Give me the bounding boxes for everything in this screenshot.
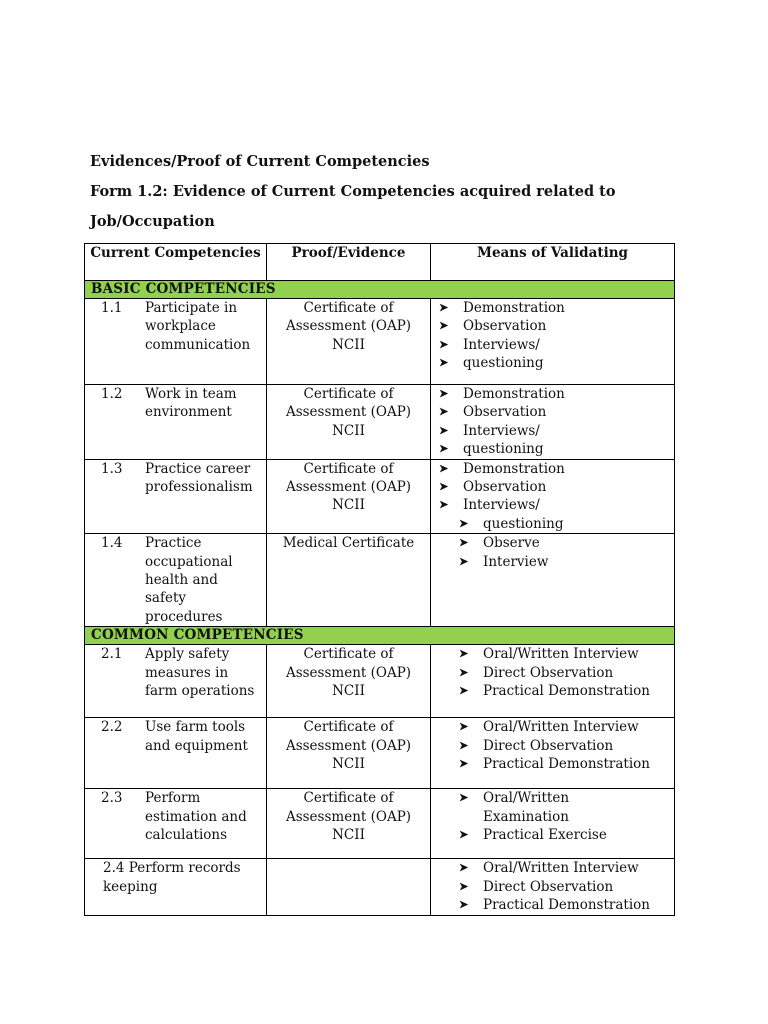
means-item-text: Interviews/ <box>463 336 540 353</box>
means-item-text: Observation <box>463 318 547 335</box>
competency-number: 1.1 <box>101 300 123 316</box>
list-item <box>439 317 674 335</box>
list-item <box>459 664 674 682</box>
means-list <box>431 385 674 459</box>
means-item-text: Oral/Written Examination <box>483 790 570 825</box>
means-item-text: Oral/Written Interview <box>483 646 639 663</box>
means-item-text: Practical Exercise <box>483 827 607 844</box>
section-label-basic-competencies: BASIC COMPETENCIES <box>85 281 675 299</box>
competency-cell <box>85 645 267 718</box>
means-cell <box>431 299 675 385</box>
means-item-text: Practical Demonstration <box>483 897 650 914</box>
list-item <box>459 789 603 826</box>
competency-text: Practice career professionalism <box>145 460 253 496</box>
arrowhead-bullet-icon: ➤ <box>459 536 469 550</box>
table-row <box>85 385 675 460</box>
competency-number: 2.2 <box>101 719 123 736</box>
table-row <box>85 645 675 718</box>
list-item <box>459 896 674 914</box>
arrowhead-bullet-icon: ➤ <box>439 301 449 314</box>
list-item <box>459 682 674 700</box>
competency-cell <box>85 859 267 915</box>
means-cell <box>431 859 675 915</box>
competency-number: 2.1 <box>101 646 123 663</box>
list-item <box>439 496 674 514</box>
arrowhead-bullet-icon: ➤ <box>439 319 449 333</box>
means-list <box>431 859 674 914</box>
list-item <box>439 299 674 317</box>
proof-cell <box>267 859 431 915</box>
competency-number: 1.3 <box>101 460 123 477</box>
proof-cell: Medical Certificate <box>267 534 431 627</box>
means-list <box>431 299 674 373</box>
arrowhead-bullet-icon: ➤ <box>459 861 469 875</box>
list-item <box>459 878 674 896</box>
means-item-text: Direct Observation <box>483 664 614 681</box>
competency-text: Perform estimation and calculations <box>145 790 247 844</box>
list-item <box>439 422 674 440</box>
competency-text: Perform records keeping <box>103 860 241 895</box>
section-row-common <box>85 627 675 645</box>
arrowhead-bullet-icon: ➤ <box>439 337 449 351</box>
means-cell <box>431 789 675 859</box>
table-row <box>85 459 675 534</box>
means-item-text: Direct Observation <box>483 878 614 895</box>
competency-text: Practice occupational health and safety procedures <box>145 535 233 625</box>
means-item-text: Interviews/ <box>463 422 540 439</box>
competency-text: Participate in workplace communication <box>145 300 251 353</box>
arrowhead-bullet-icon: ➤ <box>439 405 449 419</box>
means-cell <box>431 459 675 534</box>
means-list <box>431 534 674 571</box>
competency-number: 1.2 <box>101 386 123 402</box>
arrowhead-bullet-icon: ➤ <box>459 516 469 530</box>
means-item-text: Interviews/ <box>463 497 540 514</box>
arrowhead-bullet-icon: ➤ <box>459 898 469 912</box>
table-row <box>85 859 675 915</box>
section-label-common-competencies: COMMON COMPETENCIES <box>85 627 675 645</box>
means-item-text: Observation <box>463 479 547 496</box>
arrowhead-bullet-icon: ➤ <box>459 665 469 679</box>
means-cell <box>431 645 675 718</box>
proof-cell: Certificate of Assessment (OAP) NCII <box>267 459 431 534</box>
arrowhead-bullet-icon: ➤ <box>439 423 449 437</box>
means-list <box>431 718 674 773</box>
arrowhead-bullet-icon: ➤ <box>459 738 469 752</box>
column-header-means-of-validating: Means of Validating <box>431 244 675 281</box>
means-cell <box>431 718 675 789</box>
means-item-text: Interview <box>483 553 549 570</box>
arrowhead-bullet-icon: ➤ <box>459 684 469 698</box>
means-item-text: Demonstration <box>463 460 565 477</box>
means-item-text: Practical Demonstration <box>483 683 650 700</box>
form-title-line-1: Form 1.2: Evidence of Current Competencies acquired related to <box>90 183 616 200</box>
list-item <box>439 460 674 478</box>
table-row <box>85 718 675 789</box>
means-list <box>431 789 674 844</box>
competency-text: Apply safety measures in farm operations <box>145 646 255 700</box>
means-item-text: Oral/Written Interview <box>483 719 639 736</box>
section-row-basic <box>85 281 675 299</box>
means-list <box>431 460 674 534</box>
arrowhead-bullet-icon: ➤ <box>459 554 469 568</box>
means-item-text: questioning <box>483 515 564 532</box>
list-item <box>439 354 674 372</box>
list-item <box>459 737 674 755</box>
competencies-table <box>84 243 675 916</box>
proof-cell: Certificate of Assessment (OAP) NCII <box>267 645 431 718</box>
list-item <box>439 336 674 354</box>
table-row <box>85 789 675 859</box>
list-item <box>439 478 674 496</box>
means-item-text: Oral/Written Interview <box>483 860 639 877</box>
list-item <box>459 645 674 663</box>
proof-cell: Certificate of Assessment (OAP) NCII <box>267 789 431 859</box>
means-item-text: Practical Demonstration <box>483 756 650 773</box>
arrowhead-bullet-icon: ➤ <box>439 356 449 370</box>
list-item <box>459 826 674 844</box>
proof-cell: Certificate of Assessment (OAP) NCII <box>267 385 431 460</box>
list-item <box>439 403 674 421</box>
arrowhead-bullet-icon: ➤ <box>459 720 469 734</box>
arrowhead-bullet-icon: ➤ <box>439 461 449 475</box>
table-row <box>85 534 675 627</box>
competency-number: 2.3 <box>101 790 123 807</box>
competency-cell <box>85 718 267 789</box>
table-header-row <box>85 244 675 281</box>
list-item <box>459 859 674 877</box>
arrowhead-bullet-icon: ➤ <box>439 442 449 456</box>
competency-number: 2.4 <box>103 860 125 877</box>
list-item <box>459 515 674 533</box>
competency-text: Use farm tools and equipment <box>145 719 248 754</box>
table-row <box>85 299 675 385</box>
arrowhead-bullet-icon: ➤ <box>439 498 449 512</box>
arrowhead-bullet-icon: ➤ <box>459 757 469 771</box>
list-item <box>459 553 674 571</box>
column-header-current-competencies: Current Competencies <box>85 244 267 281</box>
arrowhead-bullet-icon: ➤ <box>439 387 449 400</box>
list-item <box>459 718 674 736</box>
competency-cell <box>85 385 267 460</box>
means-item-text: Observe <box>483 535 540 552</box>
means-item-text: Demonstration <box>463 300 565 316</box>
proof-cell: Certificate of Assessment (OAP) NCII <box>267 299 431 385</box>
document-title: Evidences/Proof of Current Competencies <box>90 153 430 170</box>
competency-cell <box>85 459 267 534</box>
list-item <box>439 440 674 458</box>
arrowhead-bullet-icon: ➤ <box>459 647 469 661</box>
list-item <box>459 534 674 552</box>
means-item-text: questioning <box>463 441 544 458</box>
column-header-proof-evidence: Proof/Evidence <box>267 244 431 281</box>
competency-cell <box>85 534 267 627</box>
form-title-line-2: Job/Occupation <box>90 213 215 230</box>
competency-cell <box>85 789 267 859</box>
means-cell <box>431 534 675 627</box>
arrowhead-bullet-icon: ➤ <box>459 791 469 805</box>
proof-cell: Certificate of Assessment (OAP) NCII <box>267 718 431 789</box>
means-item-text: Demonstration <box>463 386 565 402</box>
list-item <box>439 385 674 403</box>
means-item-text: Direct Observation <box>483 737 614 754</box>
means-item-text: Observation <box>463 404 547 421</box>
list-item <box>459 755 674 773</box>
competency-number: 1.4 <box>101 535 123 552</box>
arrowhead-bullet-icon: ➤ <box>459 828 469 842</box>
means-list <box>431 645 674 700</box>
competency-cell <box>85 299 267 385</box>
competency-text: Work in team environment <box>145 386 237 421</box>
means-item-text: questioning <box>463 355 544 372</box>
means-cell <box>431 385 675 460</box>
arrowhead-bullet-icon: ➤ <box>459 879 469 893</box>
arrowhead-bullet-icon: ➤ <box>439 480 449 494</box>
